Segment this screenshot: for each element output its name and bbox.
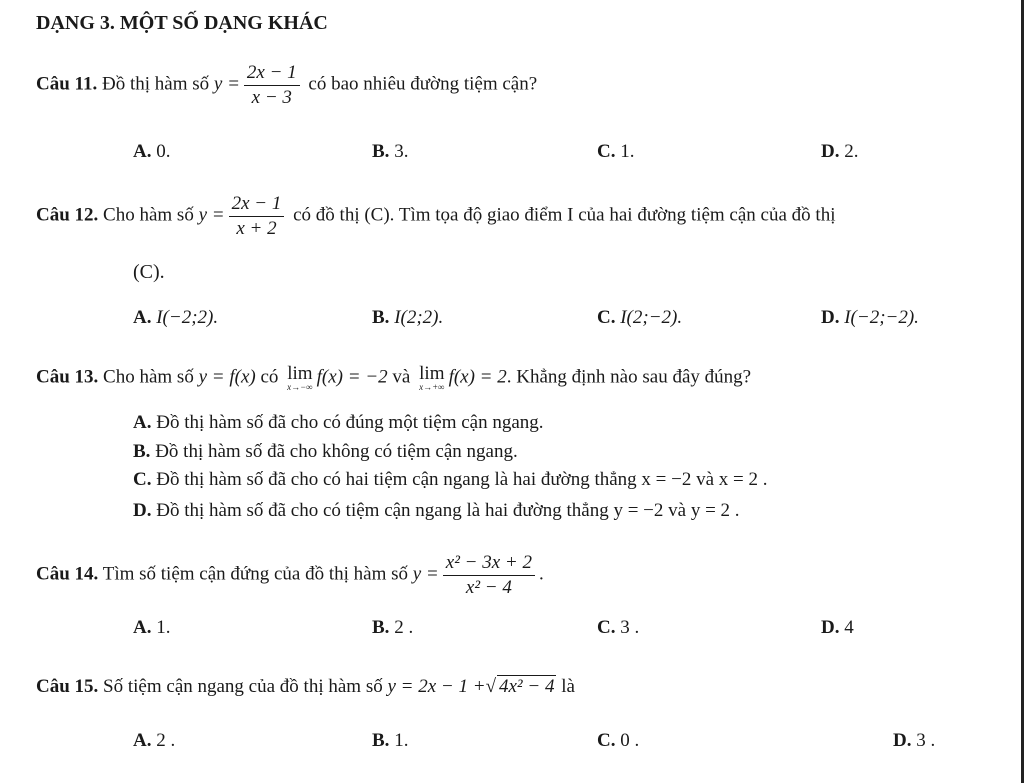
question-11 [36,62,537,109]
sqrt-symbol-icon: √ [485,676,496,697]
word-va: và [392,366,411,388]
question-text: Số tiệm cận ngang của đồ thị hàm số [103,676,383,697]
option-d [133,500,740,522]
fraction-numerator: 2x − 1 [244,62,300,86]
limit-subscript: x→−∞ [287,382,313,392]
option-label: D. [893,730,912,751]
option-d [821,307,919,329]
math-fx: y = f(x) [198,366,256,388]
option-c [597,307,682,329]
option-value: Đồ thị hàm số đã cho có hai tiệm cận ngang là hai đường thẳng x = −2 và x = 2 . [156,469,768,490]
option-c [133,469,768,491]
limit-2 [419,364,444,392]
question-14 [36,552,544,599]
option-value: 1. [620,141,635,162]
word-co: có [260,366,279,388]
limit-expression: f(x) = 2 [448,366,507,388]
option-label: A. [133,412,152,433]
question-12-line2: (C). [133,261,165,283]
question-text: Cho hàm số [103,204,194,226]
option-label: C. [597,730,616,751]
option-d [893,730,935,752]
option-a [133,307,218,329]
question-text-after: là [561,676,575,697]
question-label: Câu 11. [36,73,98,95]
option-label: C. [597,617,616,638]
option-c [597,141,634,163]
limit-1 [287,364,312,392]
option-value: Đồ thị hàm số đã cho không có tiệm cận ngang. [155,441,518,462]
option-value: I(2;−2). [620,307,683,328]
question-label: Câu 13. [36,366,99,388]
question-text: Đồ thị hàm số [102,73,210,95]
question-text-after: có đồ thị (C). Tìm tọa độ giao điểm I của hai đường tiệm cận của đồ thị [293,204,836,226]
question-text: Cho hàm số [103,366,194,388]
fraction [229,193,285,240]
option-d [821,617,854,639]
option-value: I(2;2). [394,307,444,328]
option-a [133,730,175,752]
option-value: 3 . [916,730,936,751]
option-value: 0. [156,141,171,162]
section-heading: DẠNG 3. MỘT SỐ DẠNG KHÁC [36,12,328,34]
option-value: 2. [844,141,859,162]
limit-word: lim [419,363,445,384]
fraction-denominator: x + 2 [236,217,277,239]
math-y: y = [198,204,225,226]
option-value: I(−2;2). [156,307,219,328]
math-expression: y = 2x − 1 + [387,676,486,697]
question-text-after: có bao nhiêu đường tiệm cận? [308,73,538,95]
option-label: B. [372,617,390,638]
option-value: 2 . [156,730,176,751]
option-label: A. [133,730,152,751]
limit-word: lim [287,363,313,384]
fraction-numerator: x² − 3x + 2 [443,552,535,576]
limit-expression: f(x) = −2 [316,366,388,388]
question-text: Tìm số tiệm cận đứng của đồ thị hàm số [102,563,408,585]
fraction-numerator: 2x − 1 [229,193,285,217]
option-label: B. [372,141,390,162]
fraction [244,62,300,109]
option-label: B. [133,441,151,462]
limit-subscript: x→+∞ [419,382,445,392]
question-label: Câu 15. [36,676,99,697]
option-value: Đồ thị hàm số đã cho có tiệm cận ngang là hai đường thẳng y = −2 và y = 2 . [156,500,740,521]
option-label: D. [133,500,152,521]
option-label: C. [133,469,152,490]
option-value: I(−2;−2). [844,307,919,328]
option-value: 2 . [394,617,414,638]
question-15 [36,676,575,698]
option-b [372,307,443,329]
question-label: Câu 14. [36,563,99,585]
math-y: y = [412,563,439,585]
option-b [372,730,408,752]
option-label: A. [133,307,152,328]
option-value: Đồ thị hàm số đã cho có đúng một tiệm cận ngang. [156,412,544,433]
option-label: C. [597,307,616,328]
option-value: 1. [156,617,171,638]
option-label: D. [821,141,840,162]
fraction-denominator: x − 3 [251,86,292,108]
option-label: C. [597,141,616,162]
option-c [597,730,639,752]
question-text-after: . [538,563,544,585]
option-label: D. [821,617,840,638]
option-a [133,141,170,163]
option-value: 0 . [620,730,640,751]
option-value: 4 [844,617,854,638]
option-a [133,412,544,434]
option-label: D. [821,307,840,328]
option-label: B. [372,730,390,751]
fraction-denominator: x² − 4 [465,576,512,598]
fraction [443,552,535,599]
question-text-after: . Khẳng định nào sau đây đúng? [506,366,752,388]
option-b [372,617,413,639]
option-b [372,141,408,163]
option-value: 3. [394,141,409,162]
question-label: Câu 12. [36,204,99,226]
question-13 [36,364,751,392]
option-value: 1. [394,730,409,751]
option-label: A. [133,141,152,162]
option-value: 3 . [620,617,640,638]
question-12 [36,193,835,240]
option-d [821,141,858,163]
option-b [133,441,518,463]
option-label: B. [372,307,390,328]
option-label: A. [133,617,152,638]
option-c [597,617,639,639]
cut-off-text-fragment [300,775,360,783]
math-y: y = [213,73,240,95]
option-a [133,617,170,639]
sqrt-radicand: 4x² − 4 [499,676,555,697]
